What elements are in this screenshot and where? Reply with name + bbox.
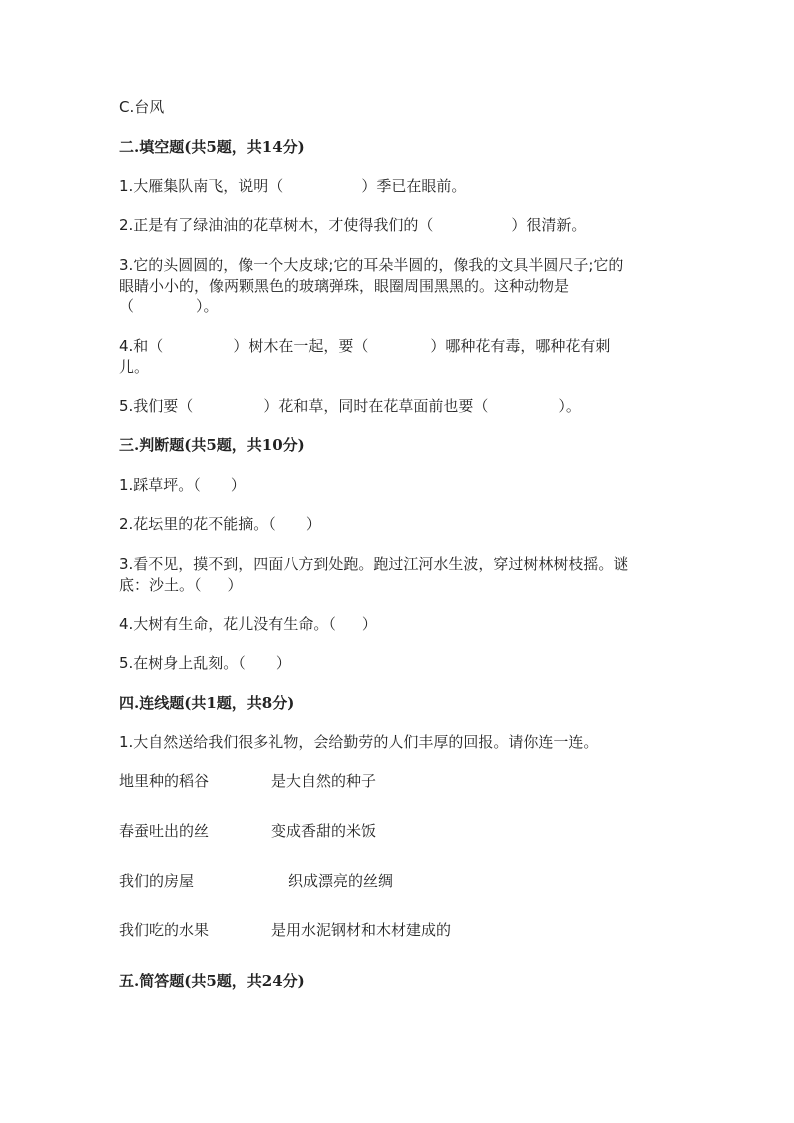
judge-q4-text-a: 4.大树有生命，花儿没有生命。（	[119, 615, 336, 633]
fill-question-1	[119, 176, 466, 196]
match-right-item: 变成香甜的米饭	[271, 822, 377, 840]
judge-q1-text-b: ）	[230, 476, 246, 494]
fill-q3-text-a: （	[119, 297, 135, 315]
judge-q2-text-a: 2.花坛里的花不能摘。（	[119, 515, 276, 533]
fill-section-heading: 二.填空题(共5题，共14分)	[119, 138, 305, 156]
judge-question-3-line-1: 3.看不见，摸不到，四面八方到处跑。跑过江河水生波，穿过树林树枝摇。谜	[119, 555, 629, 573]
judge-question-5	[119, 653, 291, 673]
match-question-1: 1.大自然送给我们很多礼物，会给勤劳的人们丰厚的回报。请你连一连。	[119, 733, 599, 751]
fill-q5-text-c: ）。	[558, 397, 581, 415]
match-left-item: 地里种的稻谷	[119, 772, 210, 790]
judge-q3-text-a: 底：沙土。（	[119, 576, 202, 594]
judge-q3-text-b: ）	[227, 576, 243, 594]
fill-question-3-line-3	[119, 296, 219, 316]
judge-question-4	[119, 614, 377, 634]
match-left-item: 我们吃的水果	[119, 921, 210, 939]
fill-q1-text-a: 1.大雁集队南飞，说明（	[119, 177, 284, 195]
fill-question-3-line-2: 眼睛小小的，像两颗黑色的玻璃弹珠，眼圈周围黑黑的。这种动物是	[119, 277, 570, 295]
judge-question-3-line-2	[119, 575, 243, 595]
fill-question-5	[119, 396, 581, 416]
judge-q2-text-b: ）	[305, 515, 321, 533]
short-answer-section-heading: 五.简答题(共5题，共24分)	[119, 972, 305, 990]
match-left-item: 春蚕吐出的丝	[119, 822, 210, 840]
option-c: C.台风	[119, 98, 165, 116]
fill-q4-text-c: ）哪种花有毒，哪种花有刺	[430, 337, 611, 355]
fill-question-4-line-1	[119, 336, 610, 356]
judge-q5-text-a: 5.在树身上乱刻。（	[119, 654, 246, 672]
fill-question-2	[119, 215, 586, 235]
fill-q4-text-a: 4.和（	[119, 337, 164, 355]
judge-q4-text-b: ）	[361, 615, 377, 633]
match-left-item: 我们的房屋	[119, 872, 195, 890]
fill-q1-text-b: ）季已在眼前。	[361, 177, 467, 195]
match-right-item: 是大自然的种子	[271, 772, 377, 790]
fill-q5-text-a: 5.我们要（	[119, 397, 194, 415]
match-section-heading: 四.连线题(共1题，共8分)	[119, 694, 295, 712]
judge-q1-text-a: 1.踩草坪。（	[119, 476, 201, 494]
fill-q3-text-b: ）。	[196, 297, 219, 315]
judge-q5-text-b: ）	[275, 654, 291, 672]
match-right-item: 织成漂亮的丝绸	[288, 872, 394, 890]
judge-question-2	[119, 514, 321, 534]
judge-question-1	[119, 475, 246, 495]
fill-q4-text-b: ）树木在一起，要（	[233, 337, 369, 355]
fill-q5-text-b: ）花和草，同时在花草面前也要（	[263, 397, 489, 415]
fill-q2-text-a: 2.正是有了绿油油的花草树木，才使得我们的（	[119, 216, 434, 234]
fill-q2-text-b: ）很清新。	[511, 216, 587, 234]
judge-section-heading: 三.判断题(共5题，共10分)	[119, 436, 305, 454]
fill-question-4-line-2: 儿。	[119, 358, 150, 376]
match-right-item: 是用水泥钢材和木材建成的	[271, 921, 452, 939]
fill-question-3-line-1: 3.它的头圆圆的，像一个大皮球;它的耳朵半圆的，像我的文具半圆尺子;它的	[119, 256, 624, 274]
